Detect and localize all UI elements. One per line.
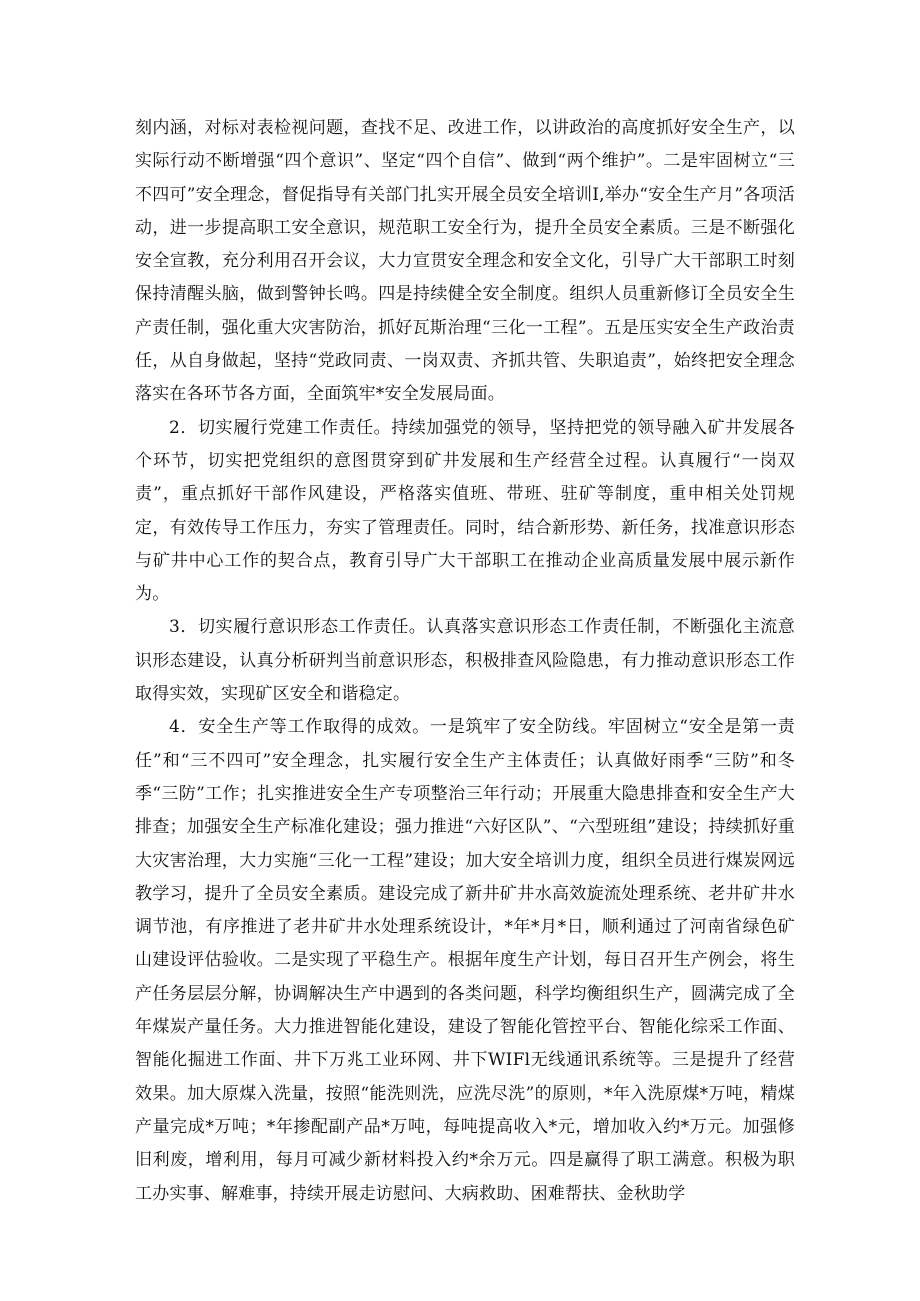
paragraph-achievements: 4．安全生产等工作取得的成效。一是筑牢了安全防线。牢固树立“安全是第一责任”和“三不四可”安全理念，扎实履行安全生产主体责任；认真做好雨季“三防”和冬季“三防”工作；扎实推进安全生产专项整治三年行动；开展重大隐患排查和安全生产大排查；加强安全生产标准化建设；强力推进“六好区队”、“六型班组”建设；持续抓好重大灾害治理，大力实施“三化一工程”建设；加大安全培训力度，组织全员进行煤炭网远教学习，提升了全员安全素质。建设完成了新井矿井水高效旋流处理系统、老井矿井水调节池，有序推进了老井矿井水处理系统设计，*年*月*日，顺利通过了河南省绿色矿山建设评估验收。二是实现了平稳生产。根据年度生产计划，每日召开生产例会，将生产任务层层分解，协调解决生产中遇到的各类问题，科学均衡组织生产，圆满完成了全年煤炭产量任务。大力推进智能化建设，建设了智能化管控平台、智能化综采工作面、智能化掘进工作面、井下万兆工业环网、井下WIFl无线通讯系统等。三是提升了经营效果。加大原煤入洗量，按照“能洗则洗，应洗尽洗”的原则，*年入洗原煤*万吨，精煤产量完成*万吨；*年掺配副产品*万吨，每吨提高收入*元，增加收入约*万元。加强修旧利废，增利用，每月可减少新材料投入约*余万元。四是赢得了职工满意。积极为职工办实事、解难事，持续开展走访慰问、大病救助、困难帮扶、金秋助学 xyxy=(135,717,795,1204)
paragraph-continued: 刻内涵，对标对表检视问题，查找不足、改进工作，以讲政治的高度抓好安全生产，以实际行动不断增强“四个意识”、坚定“四个自信”、做到“两个维护”。二是牢固树立“三不四可”安全理念，督促指导有关部门扎实开展全员安全培训I,举办“安全生产月”各项活动，进一步提高职工安全意识，规范职工安全行为，提升全员安全素质。三是不断强化安全宣教，充分利用召开会议，大力宣贯安全理念和安全文化，引导广大干部职工时刻保持清醒头脑，做到警钟长鸣。四是持续健全安全制度。组织人员重新修订全员安全生产责任制，强化重大灾害防治，抓好瓦斯治理“三化一工程”。五是压实安全生产政治责任，从自身做起，坚持“党政同责、一岗双责、齐抓共管、失职追责”，始终把安全理念落实在各环节各方面，全面筑牢*安全发展局面。 xyxy=(135,118,795,405)
paragraph-ideology: 3．切实履行意识形态工作责任。认真落实意识形态工作责任制，不断强化主流意识形态建设，认真分析研判当前意识形态，积极排查风险隐患，有力推动意识形态工作取得实效，实现矿区安全和谐稳定。 xyxy=(135,617,795,705)
document-body xyxy=(135,112,795,1211)
paragraph-party-building: 2．切实履行党建工作责任。持续加强党的领导，坚持把党的领导融入矿井发展各个环节，切实把党组织的意图贯穿到矿井发展和生产经营全过程。认真履行“一岗双责”，重点抓好干部作风建设，严格落实值班、带班、驻矿等制度，重申相关处罚规定，有效传导工作压力，夯实了管理责任。同时，结合新形势、新任务，找准意识形态与矿井中心工作的契合点，教育引导广大干部职工在推动企业高质量发展中展示新作为。 xyxy=(135,417,795,605)
